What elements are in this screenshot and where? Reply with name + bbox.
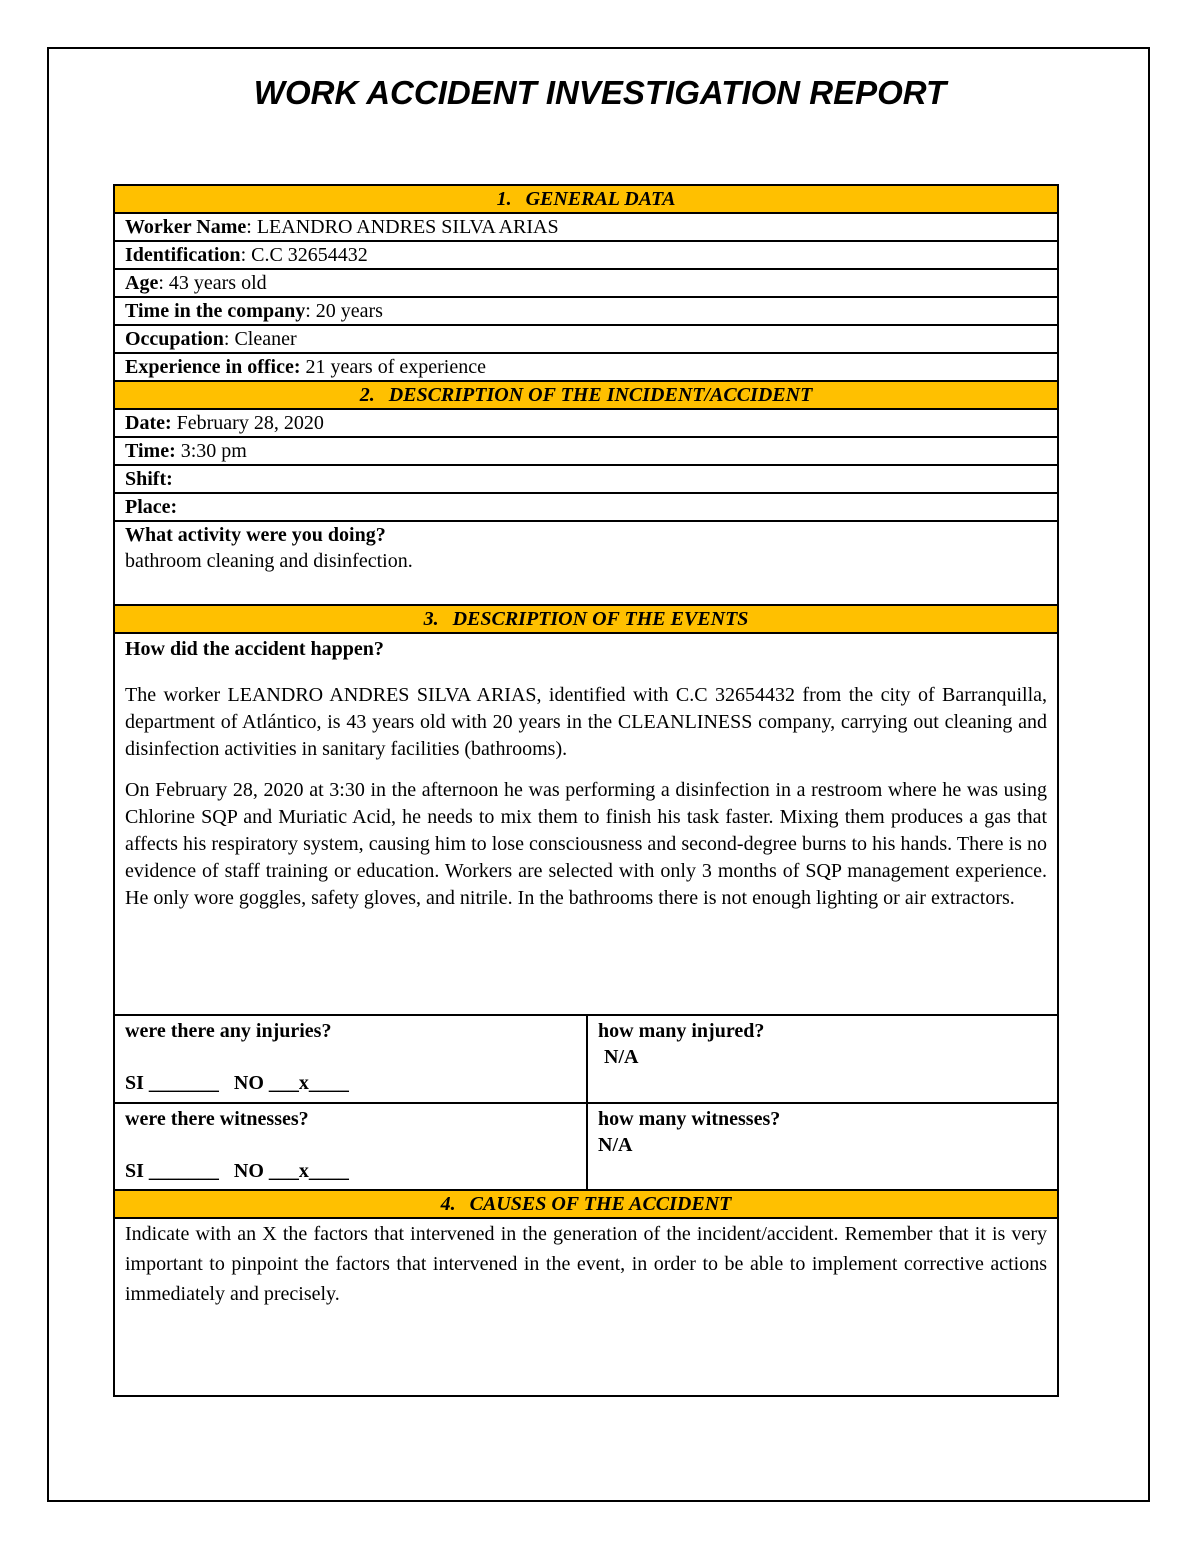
field-label: Age bbox=[125, 272, 159, 294]
shift-row bbox=[115, 466, 1057, 494]
experience-row bbox=[115, 354, 1057, 382]
field-label: Shift: bbox=[125, 468, 173, 490]
field-label: Time in the company bbox=[125, 300, 306, 322]
section-2-header bbox=[115, 382, 1057, 410]
section-4-header bbox=[115, 1191, 1057, 1219]
injured-count-cell bbox=[588, 1016, 1057, 1102]
occupation-value: Cleaner bbox=[229, 328, 297, 350]
section-4-number: 4. bbox=[440, 1193, 456, 1215]
field-label: Occupation bbox=[125, 328, 224, 350]
section-1-heading: GENERAL DATA bbox=[525, 188, 676, 210]
section-2-number: 2. bbox=[359, 384, 375, 406]
report-form bbox=[113, 184, 1059, 1397]
injuries-answer: SI _______ NO ___x____ bbox=[125, 1072, 349, 1094]
worker-name-row: Worker Name: LEANDRO ANDRES SILVA ARIAS bbox=[115, 214, 1057, 242]
section-3-heading: DESCRIPTION OF THE EVENTS bbox=[452, 608, 749, 630]
field-label: Place: bbox=[125, 496, 178, 518]
witnesses-answer: SI _______ NO ___x____ bbox=[125, 1160, 349, 1182]
time-value: 3:30 pm bbox=[175, 440, 247, 462]
injuries-cell bbox=[115, 1016, 588, 1102]
time-in-company-value: 20 years bbox=[310, 300, 383, 322]
events-paragraph-1: The worker LEANDRO ANDRES SILVA ARIAS, identified with C.C 32654432 from the city of Barranquilla, department of Atlántico, is 43 years old with 20 years in the CLEANLINESS company, carrying out cleaning and disinfection activities in sanitary facilities (bathrooms). bbox=[125, 684, 1047, 760]
injured-count-question: how many injured? bbox=[598, 1020, 765, 1042]
age-row: Age: 43 years old bbox=[115, 270, 1057, 298]
occupation-row: Occupation: Cleaner bbox=[115, 326, 1057, 354]
time-row bbox=[115, 438, 1057, 466]
report-title: WORK ACCIDENT INVESTIGATION REPORT bbox=[253, 74, 947, 111]
worker-name-value: LEANDRO ANDRES SILVA ARIAS bbox=[251, 216, 559, 238]
events-question: How did the accident happen? bbox=[125, 638, 384, 660]
causes-instructions: Indicate with an X the factors that intervened in the generation of the incident/accident. Remember that it is very important to pinpoint the factors that intervened in the event, in order to be able to implement corrective actions immediately and precisely. bbox=[125, 1223, 1047, 1305]
witnesses-cell bbox=[115, 1104, 588, 1189]
section-2-heading: DESCRIPTION OF THE INCIDENT/ACCIDENT bbox=[388, 384, 813, 406]
witnesses-question: were there witnesses? bbox=[125, 1108, 309, 1130]
section-3-header bbox=[115, 606, 1057, 634]
field-label: Worker Name bbox=[125, 216, 247, 238]
witnesses-count-cell bbox=[588, 1104, 1057, 1189]
field-label: Date: bbox=[125, 412, 172, 434]
injuries-question: were there any injuries? bbox=[125, 1020, 332, 1042]
time-in-company-row: Time in the company: 20 years bbox=[115, 298, 1057, 326]
injuries-row bbox=[115, 1016, 1057, 1104]
witnesses-count-question: how many witnesses? bbox=[598, 1108, 781, 1130]
activity-answer: bathroom cleaning and disinfection. bbox=[125, 550, 413, 572]
injured-count-answer: N/A bbox=[604, 1046, 639, 1068]
identification-value: C.C 32654432 bbox=[246, 244, 368, 266]
witnesses-count-answer: N/A bbox=[598, 1134, 633, 1156]
field-label: Identification bbox=[125, 244, 241, 266]
date-value: February 28, 2020 bbox=[171, 412, 324, 434]
witnesses-row bbox=[115, 1104, 1057, 1191]
date-row bbox=[115, 410, 1057, 438]
field-label: Experience in office: bbox=[125, 356, 301, 378]
experience-value: 21 years of experience bbox=[300, 356, 486, 378]
activity-question: What activity were you doing? bbox=[125, 524, 386, 546]
place-row bbox=[115, 494, 1057, 522]
age-value: 43 years old bbox=[163, 272, 267, 294]
events-paragraph-2: On February 28, 2020 at 3:30 in the afternoon he was performing a disinfection in a restroom where he was using Chlorine SQP and Muriatic Acid, he needs to mix them to finish his task faster. Mixing them produces a gas that affects his respiratory system, causing him to lose consciousness and second-degree burns to his hands. There is no evidence of staff training or education. Workers are selected with only 3 months of SQP management experience. He only wore goggles, safety gloves, and nitrile. In the bathrooms there is not enough lighting or air extractors. bbox=[125, 779, 1047, 909]
field-label: Time: bbox=[125, 440, 176, 462]
section-3-number: 3. bbox=[423, 608, 439, 630]
section-1-number: 1. bbox=[496, 188, 512, 210]
section-1-header bbox=[115, 186, 1057, 214]
identification-row: Identification: C.C 32654432 bbox=[115, 242, 1057, 270]
section-4-heading: CAUSES OF THE ACCIDENT bbox=[469, 1193, 732, 1215]
activity-block bbox=[115, 522, 1057, 606]
events-block bbox=[115, 634, 1057, 1016]
